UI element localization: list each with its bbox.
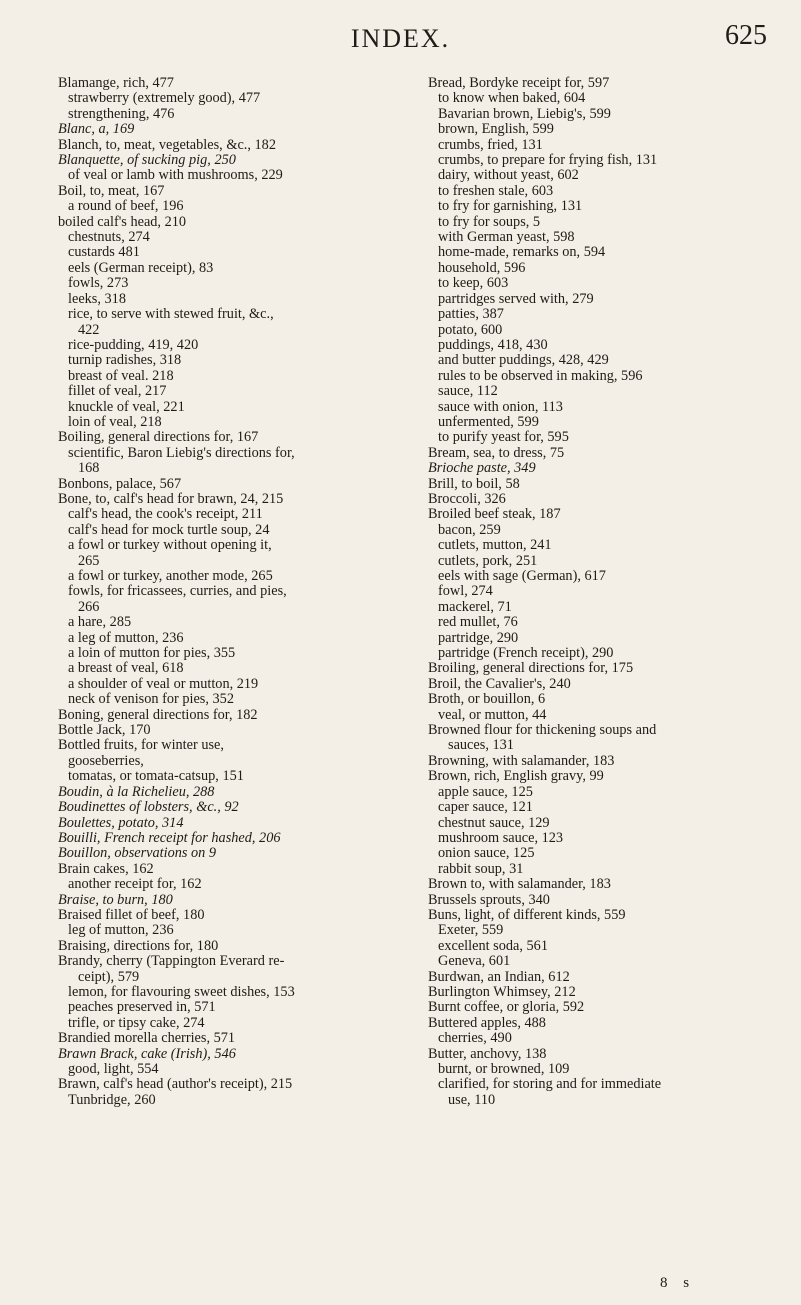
index-entry: Braising, directions for, 180 [58,937,219,954]
index-entry: Bouilli, French receipt for hashed, 206 [58,829,281,846]
index-entry: 266 [78,598,100,615]
index-entry: rice, to serve with stewed fruit, &c., [68,306,274,323]
index-entry: turnip radishes, 318 [68,352,182,369]
index-entry: Boudin, à la Richelieu, 288 [58,783,215,800]
index-entry: crumbs, fried, 131 [438,136,543,153]
index-column-left [58,76,398,1108]
index-entry: knuckle of veal, 221 [68,398,185,415]
index-entry: 422 [78,321,100,338]
index-entry: of veal or lamb with mushrooms, 229 [68,167,283,184]
index-entry: Bottled fruits, for winter use, [58,737,224,754]
index-entry: partridge (French receipt), 290 [438,645,614,662]
index-entry: Blanch, to, meat, vegetables, &c., 182 [58,136,276,153]
index-entry: chestnuts, 274 [68,229,150,246]
index-entry: Bottle Jack, 170 [58,722,151,739]
index-entry: cutlets, pork, 251 [438,552,538,569]
index-entry: with German yeast, 598 [438,229,575,246]
index-entry: Broccoli, 326 [428,490,506,507]
index-entry: Bream, sea, to dress, 75 [428,444,565,461]
index-entry: sauce with onion, 113 [438,398,563,415]
index-entry: Blanquette, of sucking pig, 250 [58,152,236,169]
index-entry: Brandy, cherry (Tappington Everard re- [58,953,285,970]
index-entry: Boil, to, meat, 167 [58,182,165,199]
index-entry: strawberry (extremely good), 477 [68,90,261,107]
index-entry: Brandied morella cherries, 571 [58,1030,236,1047]
index-entry: a hare, 285 [68,614,132,631]
index-entry: to freshen stale, 603 [438,182,554,199]
index-entry: gooseberries, [68,752,144,769]
index-entry: custards 481 [68,244,140,261]
index-entry: Broil, the Cavalier's, 240 [428,675,571,692]
index-entry: peaches preserved in, 571 [68,999,216,1016]
index-entry: a round of beef, 196 [68,198,184,215]
index-entry: Browned flour for thickening soups and [428,722,657,739]
index-entry: boiled calf's head, 210 [58,213,187,230]
index-entry: a leg of mutton, 236 [68,629,184,646]
index-entry: brown, English, 599 [438,121,554,138]
index-entry: trifle, or tipsy cake, 274 [68,1014,205,1031]
index-entry: caper sauce, 121 [438,799,533,816]
page-header [0,20,801,64]
index-entry: Boudinettes of lobsters, &c., 92 [58,799,239,816]
index-entry: clarified, for storing and for immediate [438,1076,662,1093]
index-entry: Bavarian brown, Liebig's, 599 [438,105,611,122]
index-entry: excellent soda, 561 [438,937,548,954]
index-entry: Brown, rich, English gravy, 99 [428,768,604,785]
index-entry: fowl, 274 [438,583,493,600]
index-entry: Boiling, general directions for, 167 [58,429,259,446]
index-column-right [428,76,773,1108]
index-entry: ceipt), 579 [78,968,140,985]
index-entry: neck of venison for pies, 352 [68,691,234,708]
printer-signature: 8 s [660,1275,696,1291]
index-entry: fillet of veal, 217 [68,383,167,400]
index-entry: mushroom sauce, 123 [438,829,564,846]
index-entry: fowls, for fricassees, curries, and pies, [68,583,287,600]
index-entry: household, 596 [438,259,526,276]
index-entry: Burnt coffee, or gloria, 592 [428,999,585,1016]
page-title: INDEX. [350,24,451,53]
index-entry: strengthening, 476 [68,105,175,122]
index-entry: home-made, remarks on, 594 [438,244,606,261]
index-entry: breast of veal. 218 [68,367,174,384]
index-entry: Broth, or bouillon, 6 [428,691,546,708]
index-entry: crumbs, to prepare for frying fish, 131 [438,152,658,169]
index-entry: bacon, 259 [438,521,501,538]
index-entry: partridges served with, 279 [438,290,594,307]
index-entry: rules to be observed in making, 596 [438,367,643,384]
index-entry: apple sauce, 125 [438,783,533,800]
index-entry: Exeter, 559 [438,922,504,939]
index-entry: Braised fillet of beef, 180 [58,906,205,923]
index-entry: another receipt for, 162 [68,876,202,893]
index-entry: to purify yeast for, 595 [438,429,569,446]
index-entry: Braise, to burn, 180 [58,891,173,908]
index-entry: a loin of mutton for pies, 355 [68,645,236,662]
index-entry: use, 110 [448,1091,496,1108]
index-entry: fowls, 273 [68,275,129,292]
index-entry: unfermented, 599 [438,413,539,430]
page-number: 625 [725,20,767,51]
index-entry: a shoulder of veal or mutton, 219 [68,675,259,692]
index-entry: Browning, with salamander, 183 [428,752,615,769]
index-entry: Brawn Brack, cake (Irish), 546 [58,1045,236,1062]
index-entry: Buttered apples, 488 [428,1014,546,1031]
index-entry: Bone, to, calf's head for brawn, 24, 215 [58,490,284,507]
index-entry: Burlington Whimsey, 212 [428,983,576,1000]
index-entry: partridge, 290 [438,629,519,646]
index-entry: patties, 387 [438,306,504,323]
index-entry: Broiled beef steak, 187 [428,506,561,523]
index-entry: a fowl or turkey without opening it, [68,537,272,554]
index-entry: leeks, 318 [68,290,126,307]
index-entry: calf's head, the cook's receipt, 211 [68,506,263,523]
index-entry: Blamange, rich, 477 [58,75,174,91]
index-entry: Bonbons, palace, 567 [58,475,182,492]
index-entry: rice-pudding, 419, 420 [68,336,199,353]
index-entry: lemon, for flavouring sweet dishes, 153 [68,983,295,1000]
index-entry: Boning, general directions for, 182 [58,706,258,723]
index-entry: calf's head for mock turtle soup, 24 [68,521,270,538]
index-entry: to fry for soups, 5 [438,213,541,230]
index-entry: sauce, 112 [438,383,498,400]
index-entry: tomatas, or tomata-catsup, 151 [68,768,244,785]
index-entry: chestnut sauce, 129 [438,814,550,831]
index-entry: loin of veal, 218 [68,413,162,430]
index-entry: Brawn, calf's head (author's receipt), 215 [58,1076,293,1093]
index-entry: Brown to, with salamander, 183 [428,876,611,893]
index-entry: Geneva, 601 [438,953,511,970]
index-entry: Burdwan, an Indian, 612 [428,968,570,985]
index-entry: red mullet, 76 [438,614,518,631]
index-entry: Brussels sprouts, 340 [428,891,550,908]
index-entry: Blanc, a, 169 [58,121,135,138]
index-entry: sauces, 131 [448,737,514,754]
index-entry: veal, or mutton, 44 [438,706,547,723]
index-entry: Bread, Bordyke receipt for, 597 [428,75,610,91]
index-entry: Brioche paste, 349 [428,460,536,477]
index-entry: Broiling, general directions for, 175 [428,660,634,677]
index-entry: Butter, anchovy, 138 [428,1045,547,1062]
index-entry: to keep, 603 [438,275,509,292]
index-entry: Buns, light, of different kinds, 559 [428,906,626,923]
index-entry: scientific, Baron Liebig's directions for, [68,444,295,461]
index-entry: cutlets, mutton, 241 [438,537,552,554]
index-entry: Boulettes, potato, 314 [58,814,184,831]
index-entry: eels with sage (German), 617 [438,568,606,584]
index-entry: mackerel, 71 [438,598,512,615]
index-entry: puddings, 418, 430 [438,336,548,353]
index-entry: 265 [78,552,100,569]
index-entry: to fry for garnishing, 131 [438,198,583,215]
index-entry: a fowl or turkey, another mode, 265 [68,568,273,584]
index-entry: to know when baked, 604 [438,90,586,107]
index-entry: and butter puddings, 428, 429 [438,352,609,369]
index-entry: rabbit soup, 31 [438,860,524,877]
index-entry: a breast of veal, 618 [68,660,184,677]
index-entry: Tunbridge, 260 [68,1091,156,1108]
index-entry: Brain cakes, 162 [58,860,154,877]
index-entry: Bouillon, observations on 9 [58,845,217,862]
index-entry: cherries, 490 [438,1030,512,1047]
index-entry: good, light, 554 [68,1061,159,1077]
index-entry: potato, 600 [438,321,503,338]
index-entry: leg of mutton, 236 [68,922,174,939]
index-entry: dairy, without yeast, 602 [438,167,579,184]
index-entry: onion sauce, 125 [438,845,535,862]
index-entry: eels (German receipt), 83 [68,259,214,276]
index-entry: burnt, or browned, 109 [438,1061,570,1077]
index-entry: 168 [78,460,100,477]
index-entry: Brill, to boil, 58 [428,475,520,492]
